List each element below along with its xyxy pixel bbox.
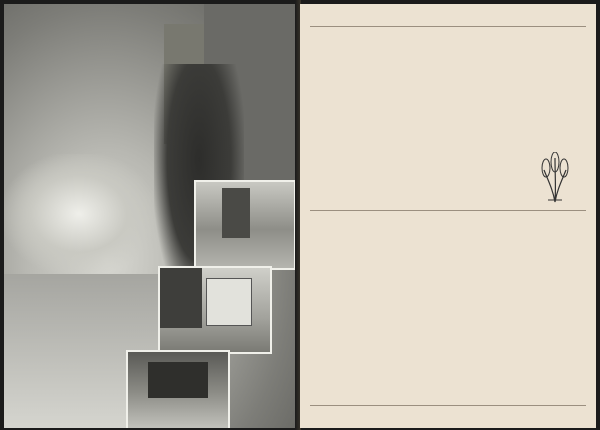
- house-image: [206, 278, 252, 326]
- inset-photo-1: [194, 180, 295, 270]
- left-page: [4, 4, 295, 428]
- doorway-image: [222, 188, 250, 238]
- middle-rule: [310, 210, 586, 211]
- inset-photo-3: [126, 350, 230, 428]
- plant-illustration-icon: [538, 152, 572, 204]
- right-page: [300, 4, 596, 428]
- top-rule: [310, 26, 586, 27]
- tree-image: [160, 268, 202, 328]
- text-column: [316, 216, 580, 406]
- text-column: [316, 34, 484, 206]
- damaged-storefront-image: [148, 362, 208, 398]
- inset-photo-2: [158, 266, 272, 354]
- smoke-image: [4, 154, 154, 274]
